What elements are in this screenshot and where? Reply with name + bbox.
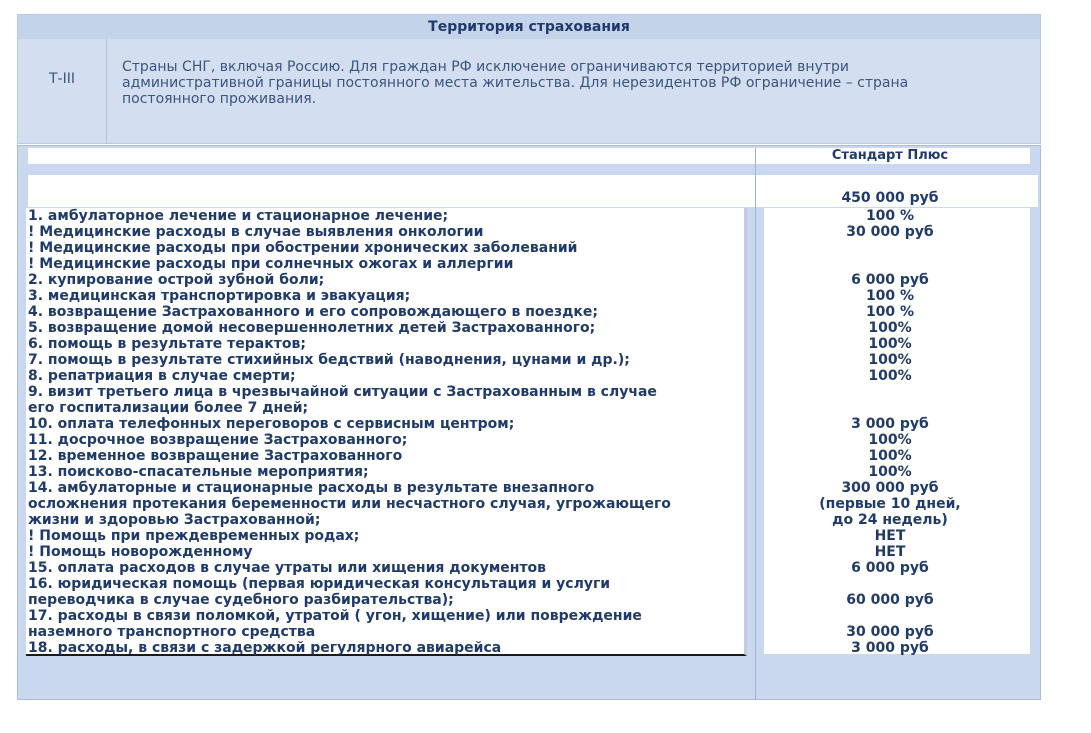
- coverage-item: 3. медицинская транспортировка и эвакуация;: [28, 288, 411, 304]
- coverage-value: 100%: [868, 320, 912, 336]
- coverage-item: наземного транспортного средства: [28, 624, 316, 640]
- coverage-value: 60 000 руб: [846, 592, 934, 608]
- territory-line: административной границы постоянного места жительства. Для нерезидентов РФ ограничение – страна: [122, 75, 909, 91]
- coverage-value: 100%: [868, 448, 912, 464]
- territory-description: [122, 59, 1027, 107]
- coverage-item: 9. визит третьего лица в чрезвычайной ситуации с Застрахованным в случае: [28, 384, 657, 400]
- coverage-value: НЕТ: [874, 528, 906, 544]
- coverage-item: переводчика в случае судебного разбирательства);: [28, 592, 454, 608]
- territory-code: Т-III: [49, 71, 75, 87]
- coverage-value: НЕТ: [874, 544, 906, 560]
- coverage-table: [17, 145, 1041, 700]
- coverage-item: ! Медицинские расходы в случае выявления онкологии: [28, 224, 484, 240]
- coverage-value: до 24 недель): [832, 512, 948, 528]
- territory-line: Страны СНГ, включая Россию. Для граждан РФ исключение ограничиваются территорией внутри: [122, 59, 850, 75]
- coverage-item: жизни и здоровью Застрахованной;: [28, 512, 321, 528]
- coverage-item: 18. расходы, в связи с задержкой регулярного авиарейса: [28, 640, 502, 656]
- territory-title: Территория страхования: [18, 15, 1040, 39]
- coverage-item: 14. амбулаторные и стационарные расходы в результате внезапного: [28, 480, 595, 496]
- coverage-value: 100%: [868, 368, 912, 384]
- coverage-item: 6. помощь в результате терактов;: [28, 336, 306, 352]
- coverage-value: (первые 10 дней,: [819, 496, 961, 512]
- coverage-item: 12. временное возвращение Застрахованного: [28, 448, 403, 464]
- territory-line: постоянного проживания.: [122, 91, 317, 107]
- coverage-value: 100 %: [865, 208, 915, 224]
- coverage-value: 100 %: [865, 304, 915, 320]
- coverage-item: 4. возвращение Застрахованного и его сопровождающего в поездке;: [28, 304, 599, 320]
- coverage-item: 17. расходы в связи поломкой, утратой ( угон, хищение) или повреждение: [28, 608, 642, 624]
- coverage-item: 7. помощь в результате стихийных бедствий (наводнения, цунами и др.);: [28, 352, 630, 368]
- coverage-value: 100%: [868, 352, 912, 368]
- coverage-item: 15. оплата расходов в случае утраты или хищения документов: [28, 560, 547, 576]
- coverage-value: 100 %: [865, 288, 915, 304]
- coverage-item: 11. досрочное возвращение Застрахованного;: [28, 432, 408, 448]
- territory-divider: [106, 39, 107, 143]
- coverage-value: 100%: [868, 464, 912, 480]
- program-name: Стандарт Плюс: [831, 148, 949, 163]
- coverage-value: 300 000 руб: [841, 480, 939, 496]
- coverage-item: ! Медицинские расходы при обострении хронических заболеваний: [28, 240, 578, 256]
- coverage-value: 6 000 руб: [851, 272, 929, 288]
- coverage-item: 13. поисково-спасательные мероприятия;: [28, 464, 369, 480]
- coverage-item: 8. репатриация в случае смерти;: [28, 368, 296, 384]
- coverage-item: осложнения протекания беременности или несчастного случая, угрожающего: [28, 496, 671, 512]
- coverage-item: 1. амбулаторное лечение и стационарное лечение;: [28, 208, 449, 224]
- coverage-value: 30 000 руб: [846, 624, 934, 640]
- coverage-item: 16. юридическая помощь (первая юридическая консультация и услуги: [28, 576, 611, 592]
- coverage-value: 6 000 руб: [851, 560, 929, 576]
- coverage-item: ! Помощь новорожденному: [28, 544, 253, 560]
- coverage-item: его госпитализации более 7 дней;: [28, 400, 309, 416]
- coverage-value: 3 000 руб: [851, 640, 929, 656]
- coverage-value: 100%: [868, 336, 912, 352]
- coverage-value: 30 000 руб: [846, 224, 934, 240]
- territory-block: [17, 14, 1041, 144]
- coverage-value: 100%: [868, 432, 912, 448]
- total-sum: 450 000 руб: [841, 190, 939, 206]
- coverage-item: 2. купирование острой зубной боли;: [28, 272, 325, 288]
- coverage-value: 3 000 руб: [851, 416, 929, 432]
- coverage-item: 5. возвращение домой несовершеннолетних детей Застрахованного;: [28, 320, 596, 336]
- coverage-item: ! Помощь при преждевременных родах;: [28, 528, 360, 544]
- column-separator: [755, 148, 756, 699]
- coverage-item: ! Медицинские расходы при солнечных ожогах и аллергии: [28, 256, 514, 272]
- coverage-item: 10. оплата телефонных переговоров с сервисным центром;: [28, 416, 515, 432]
